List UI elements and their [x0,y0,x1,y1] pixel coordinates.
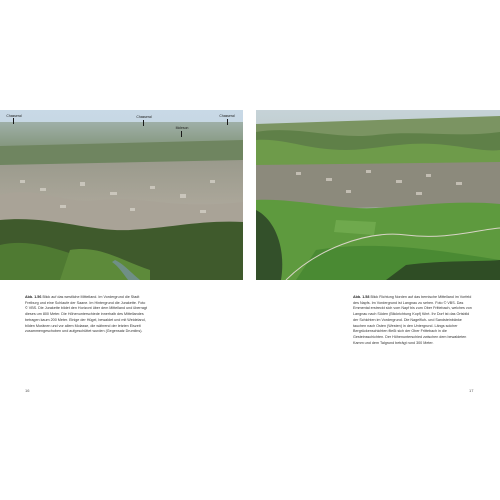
caption-text-left: Blick auf das westliche Mittelland. Im Vordergrund die Stadt Freiburg und eine Schlaufe der Saane. Im Hintergrund die Jurakette. Foto © VBS. Die Jurakette bildet den Horizont über dem Mittelland und überragt dieses um 800 Meter. Die Höhenunterschiede innerhalb des Mittellandes betragen kaum 200 Meter. Einige der Hügel, bewaldet und mit Weideland, bilden Moränen und vor allem Molasse, die während der letzten Eiszeit zusammengeschoben und aufgeschüttet wurden (Gegensatz Drumlins). [25,295,148,334]
figure-label-left: Abb. 1.56 [25,295,42,299]
place-label-moleson: Moleson [175,126,189,130]
label-tick [143,120,144,126]
label-tick [181,131,182,137]
place-label-chasseral-3: Chasseral [219,114,235,118]
aerial-photo-city-landscape [0,110,243,280]
page-number-left: 16 [25,388,30,393]
page-number-right: 17 [469,388,474,393]
caption-text-right: Blick Richtung Norden auf das bernische Mittelland im Vorfeld des Napfs. Im Vordergrund ist Langnau zu sehen. Foto © VBS. Das Emmental erstreckt sich vom Napf bis zum Ober Frittebach, welches von Langnau nach Süden (Blickrichtung Kopf) führt. Ihr Dorf ist das Ortsbild der Schichten im Vordergrund. Die Nagelfluh- und Sandsteinbänke tauchen nach Osten (Westen) in den Untergrund. Längs solcher Bergrückenschichten fließt sich der Ober Frittebach in die Gesteinsschichten. Der Höhenunterschied zwischen dem bewaldeten Kamm und dem Talgrund beträgt rund 300 Meter. [353,295,472,345]
label-tick [13,118,14,124]
caption-left [25,295,147,335]
figure-label-right: Abb. 1.58 [353,295,370,299]
place-label-chasseral-1: Chasseral [6,114,22,118]
place-label-chasseral-2: Chasseral [136,115,152,119]
aerial-photo-valley-village [256,110,500,280]
aerial-photo-left [0,110,243,280]
aerial-photo-right [256,110,500,280]
label-tick [227,119,228,125]
caption-right [353,295,475,346]
